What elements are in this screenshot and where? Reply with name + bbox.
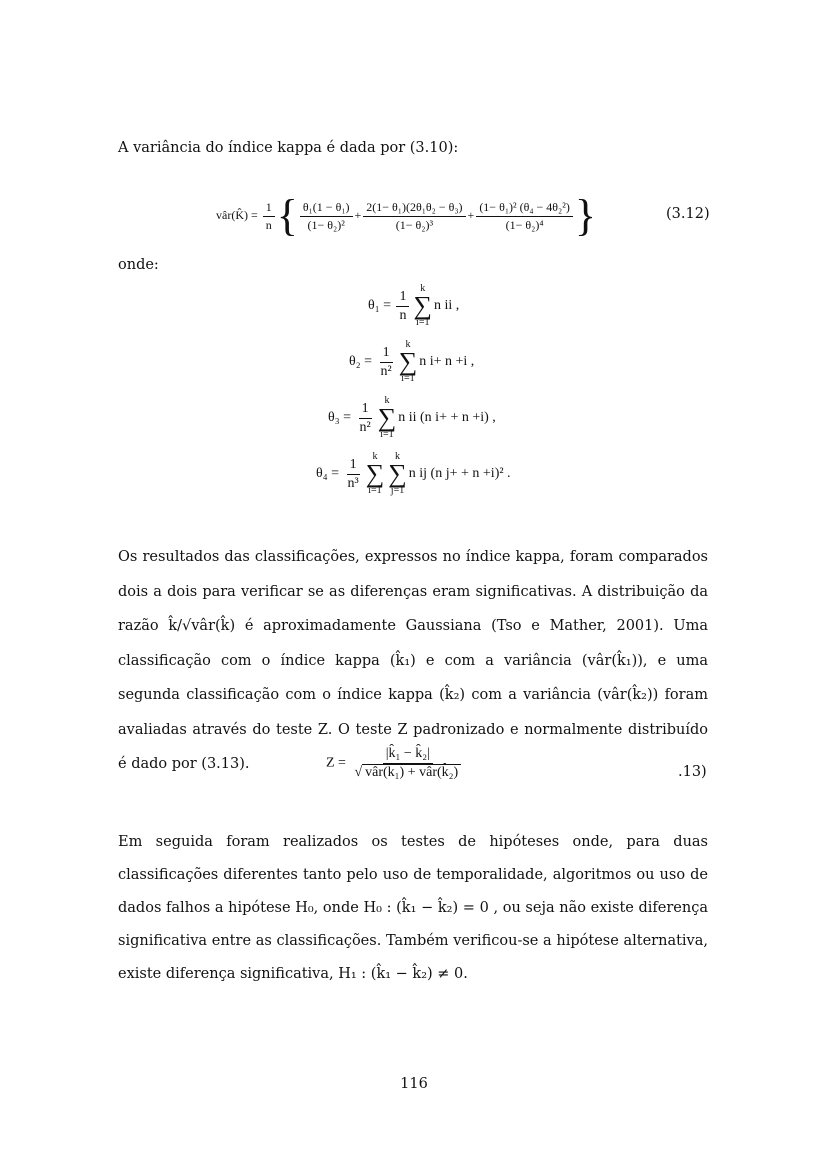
theta4-body: n ij (n j+ + n +i)² . <box>408 466 511 482</box>
eq-3-12-term3-den: (1− θ₂)⁴ <box>505 217 544 232</box>
eq-3-13-number: .13) <box>678 764 707 780</box>
eq-3-12-term1-num: θ₁(1 − θ₁) <box>300 200 353 217</box>
eq-3-13-den: vâr(k̂₁) + vâr(k̂₂) <box>362 764 461 780</box>
eq-3-12-number: (3.12) <box>666 206 710 222</box>
sum-symbol: k ∑ j=1 <box>388 451 407 496</box>
theta2-equation <box>349 340 474 384</box>
theta4-num: 1 <box>347 457 360 475</box>
right-brace: } <box>574 191 596 240</box>
eq-3-13-num: |k̂₁ − k̂₂| <box>383 746 433 764</box>
theta3-body: n ii (n i+ + n +i) , <box>398 410 496 426</box>
theta2-den: n² <box>380 363 392 379</box>
theta3-lhs: θ₃ = <box>328 410 351 426</box>
intro-text: A variância do índice kappa é dada por (3.10): <box>118 140 459 156</box>
eq-3-12-prefactor-den: n <box>265 217 272 232</box>
equation-3-12: vâr(K̂) = $\frac{1}{n}$ { $\frac{\text{θ₁(1 − θ₁)}}{\text{(1− θ₂)²}}$ + $\frac{\text{2(1− θ₁)(2θ₁θ₂ − θ₃)}}{\text{(1− θ₂)³}}$ + $\frac{\text{(1− θ₁)² (θ₄ − 4θ₂²)}}{\text{(1− θ₂)⁴}}$ } <box>216 191 596 240</box>
theta1-den: n <box>399 307 407 323</box>
paragraph-2: Em seguida foram realizados os testes de hipóteses onde, para duas classificações diferentes tanto pelo uso de temporalidade, algoritmos ou uso de dados falhos a hipótese H₀, onde H₀ : (k̂₁ − k̂₂) = 0 , ou seja não existe diferença significativa entre as classificações. Também verificou-se a hipótese alternativa, existe diferença significativa, H₁ : (k̂₁ − k̂₂) ≠ 0. <box>118 834 708 982</box>
theta1-lhs: θ₁ = <box>368 298 391 314</box>
paragraph-1: Os resultados das classificações, expressos no índice kappa, foram comparados dois a dois para verificar se as diferenças eram significativas. A distribuição da razão k̂/√vâr(k̂) é aproximadamente Gaussiana (Tso e Mather, 2001). Uma classificação com o índice kappa (k̂₁) e com a variância (vâr(k̂₁)), e uma segunda classificação com o índice kappa (k̂₂) com a variância (vâr(k̂₂)) foram avaliadas através do teste Z. O teste Z padronizado e normalmente distribuído é dado por (3.13). <box>118 549 708 772</box>
theta1-num: 1 <box>396 289 409 307</box>
eq-3-12-lhs: vâr(K̂) = <box>216 207 258 222</box>
theta4-den: n³ <box>347 475 359 491</box>
theta3-den: n² <box>359 419 371 435</box>
theta3-num: 1 <box>359 401 372 419</box>
eq-3-12-term2-num: 2(1− θ₁)(2θ₁θ₂ − θ₃) <box>363 200 465 217</box>
theta3-equation <box>328 396 496 440</box>
page-number: 116 <box>400 1076 428 1092</box>
theta4-equation <box>316 452 511 496</box>
sum-symbol: k ∑ i=1 <box>365 451 385 496</box>
equation-3-13: Z = $\frac{\text{|k̂₁ − k̂₂|}}{\text{√ vâr(k̂₁) + vâr(k̂₂)}}$ <box>326 746 466 781</box>
theta1-body: n ii , <box>434 298 460 314</box>
sum-symbol: k ∑ i=1 <box>413 283 433 328</box>
theta1-equation <box>368 284 459 328</box>
eq-3-12-term1-den: (1− θ₂)² <box>307 217 345 232</box>
eq-3-12-term2-den: (1− θ₂)³ <box>395 217 434 232</box>
theta4-lhs: θ₄ = <box>316 466 339 482</box>
theta2-body: n i+ n +i , <box>419 354 475 370</box>
sum-symbol: k ∑ i=1 <box>377 395 397 440</box>
left-brace: { <box>276 191 298 240</box>
sum-symbol: k ∑ i=1 <box>398 339 418 384</box>
theta2-num: 1 <box>380 345 393 363</box>
theta2-lhs: θ₂ = <box>349 354 372 370</box>
eq-3-13-lhs: Z = <box>326 755 346 771</box>
onde-label: onde: <box>118 257 159 273</box>
eq-3-12-prefactor-num: 1 <box>263 200 275 217</box>
eq-3-12-term3-num: (1− θ₁)² (θ₄ − 4θ₂²) <box>476 200 573 217</box>
